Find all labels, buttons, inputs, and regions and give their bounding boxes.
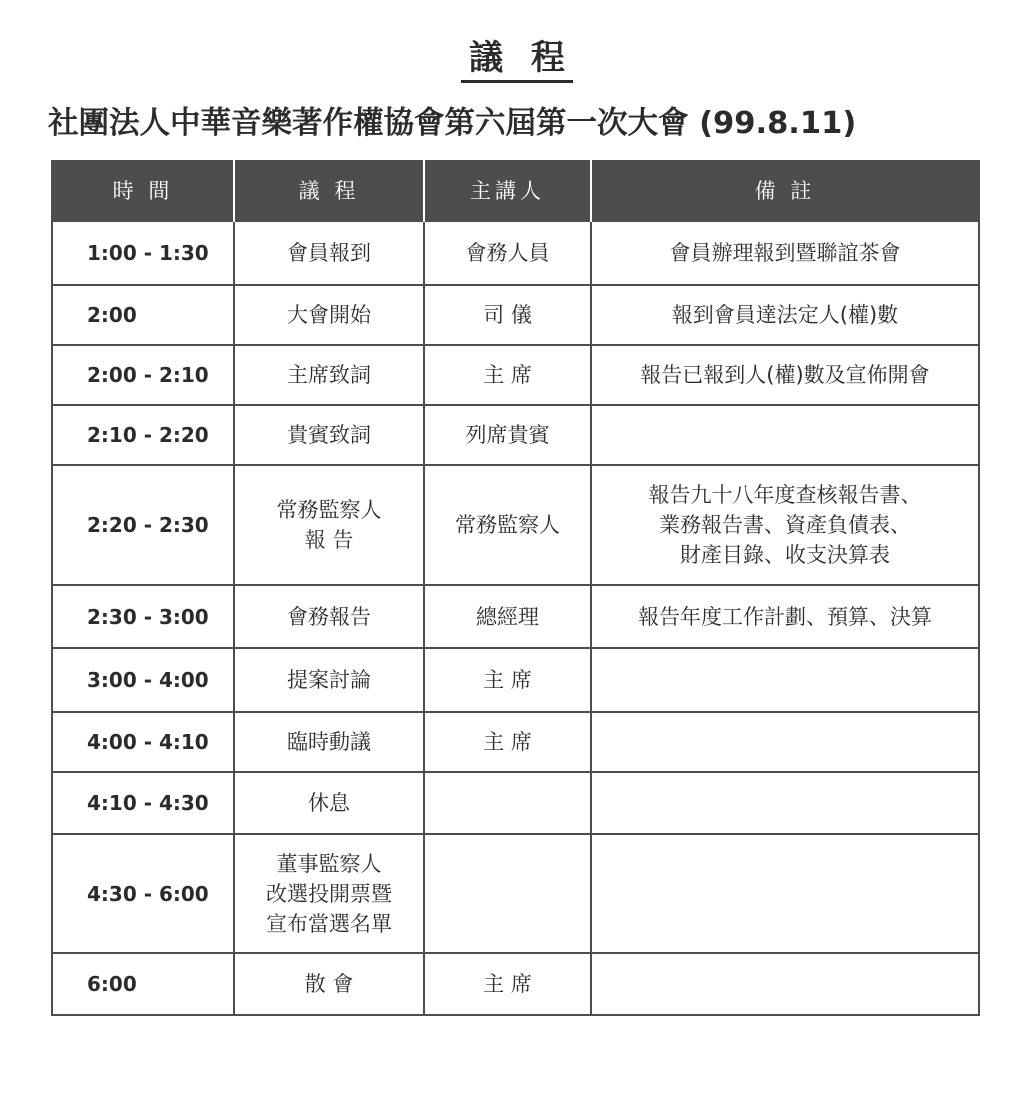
- cell-time: 2:20 - 2:30: [52, 465, 234, 585]
- cell-agenda: [234, 221, 424, 285]
- header-time: 時 間: [52, 160, 234, 221]
- cell-agenda: [234, 405, 424, 465]
- agenda-line: 改選投開票暨: [266, 881, 392, 906]
- table-row: [52, 465, 979, 585]
- cell-speaker: 主 席: [424, 953, 591, 1015]
- cell-agenda: [234, 953, 424, 1015]
- cell-time: 3:00 - 4:00: [52, 648, 234, 712]
- agenda-body: [52, 221, 979, 1015]
- table-row: [52, 221, 979, 285]
- note-line: 報告九十八年度查核報告書、: [648, 483, 922, 507]
- agenda-line: 貴賓致詞: [287, 423, 371, 447]
- note-line: 報告年度工作計劃、預算、決算: [638, 604, 932, 629]
- agenda-line: 會員報到: [287, 241, 371, 265]
- cell-note: [591, 221, 979, 285]
- agenda-line: 會務報告: [287, 604, 371, 629]
- agenda-line: 董事監察人: [276, 851, 382, 876]
- cell-speaker: 主 席: [424, 648, 591, 712]
- cell-time: 1:00 - 1:30: [52, 221, 234, 285]
- document-subtitle: 社團法人中華音樂著作權協會第六屆第一次大會 (99.8.11): [48, 106, 857, 141]
- cell-time: 4:10 - 4:30: [52, 772, 234, 834]
- agenda-line: 主席致詞: [287, 363, 371, 387]
- cell-note: [591, 712, 979, 772]
- cell-note: [591, 953, 979, 1015]
- cell-time: 2:00 - 2:10: [52, 345, 234, 405]
- cell-agenda: [234, 345, 424, 405]
- cell-note: [591, 585, 979, 648]
- agenda-table: [51, 160, 980, 1016]
- cell-time: 2:10 - 2:20: [52, 405, 234, 465]
- cell-note: [591, 772, 979, 834]
- table-row: [52, 585, 979, 648]
- cell-agenda: [234, 834, 424, 953]
- table-row: [52, 405, 979, 465]
- header-speaker: 主講人: [424, 160, 591, 221]
- cell-time: 2:00: [52, 285, 234, 345]
- cell-speaker: 總經理: [424, 585, 591, 648]
- note-line: 財產目錄、收支決算表: [680, 543, 890, 567]
- table-row: [52, 712, 979, 772]
- table-header-row: [52, 160, 979, 221]
- document-title: [0, 36, 1024, 80]
- cell-speaker: 主 席: [424, 712, 591, 772]
- cell-speaker: [424, 772, 591, 834]
- table-row: [52, 285, 979, 345]
- cell-speaker: 會務人員: [424, 221, 591, 285]
- cell-time: 6:00: [52, 953, 234, 1015]
- table-row: [52, 345, 979, 405]
- cell-note: [591, 285, 979, 345]
- table-row: [52, 953, 979, 1015]
- cell-speaker: 常務監察人: [424, 465, 591, 585]
- agenda-line: 報 告: [304, 528, 354, 552]
- note-line: 業務報告書、資產負債表、: [659, 513, 911, 537]
- cell-agenda: [234, 285, 424, 345]
- title-text: 議 程: [461, 38, 573, 83]
- cell-speaker: [424, 834, 591, 953]
- cell-agenda: [234, 772, 424, 834]
- cell-time: 4:00 - 4:10: [52, 712, 234, 772]
- agenda-line: 休息: [308, 791, 350, 815]
- note-line: 報到會員達法定人(權)數: [671, 303, 899, 327]
- cell-time: 2:30 - 3:00: [52, 585, 234, 648]
- cell-note: [591, 465, 979, 585]
- agenda-line: 宣布當選名單: [266, 911, 392, 936]
- cell-speaker: 主 席: [424, 345, 591, 405]
- cell-note: [591, 405, 979, 465]
- table-row: [52, 648, 979, 712]
- agenda-line: 臨時動議: [287, 730, 371, 754]
- table-row: [52, 772, 979, 834]
- header-agenda: 議 程: [234, 160, 424, 221]
- header-note: 備 註: [591, 160, 979, 221]
- agenda-line: 大會開始: [287, 303, 371, 327]
- cell-speaker: 列席貴賓: [424, 405, 591, 465]
- agenda-line: 常務監察人: [276, 498, 382, 522]
- cell-agenda: [234, 648, 424, 712]
- cell-agenda: [234, 712, 424, 772]
- note-line: 報告已報到人(權)數及宣佈開會: [640, 363, 930, 387]
- note-line: 會員辦理報到暨聯誼茶會: [669, 241, 901, 265]
- cell-speaker: 司 儀: [424, 285, 591, 345]
- cell-note: [591, 834, 979, 953]
- cell-note: [591, 345, 979, 405]
- cell-time: 4:30 - 6:00: [52, 834, 234, 953]
- agenda-line: 散 會: [304, 972, 354, 996]
- cell-agenda: [234, 465, 424, 585]
- cell-agenda: [234, 585, 424, 648]
- cell-note: [591, 648, 979, 712]
- agenda-line: 提案討論: [287, 668, 371, 692]
- table-row: [52, 834, 979, 953]
